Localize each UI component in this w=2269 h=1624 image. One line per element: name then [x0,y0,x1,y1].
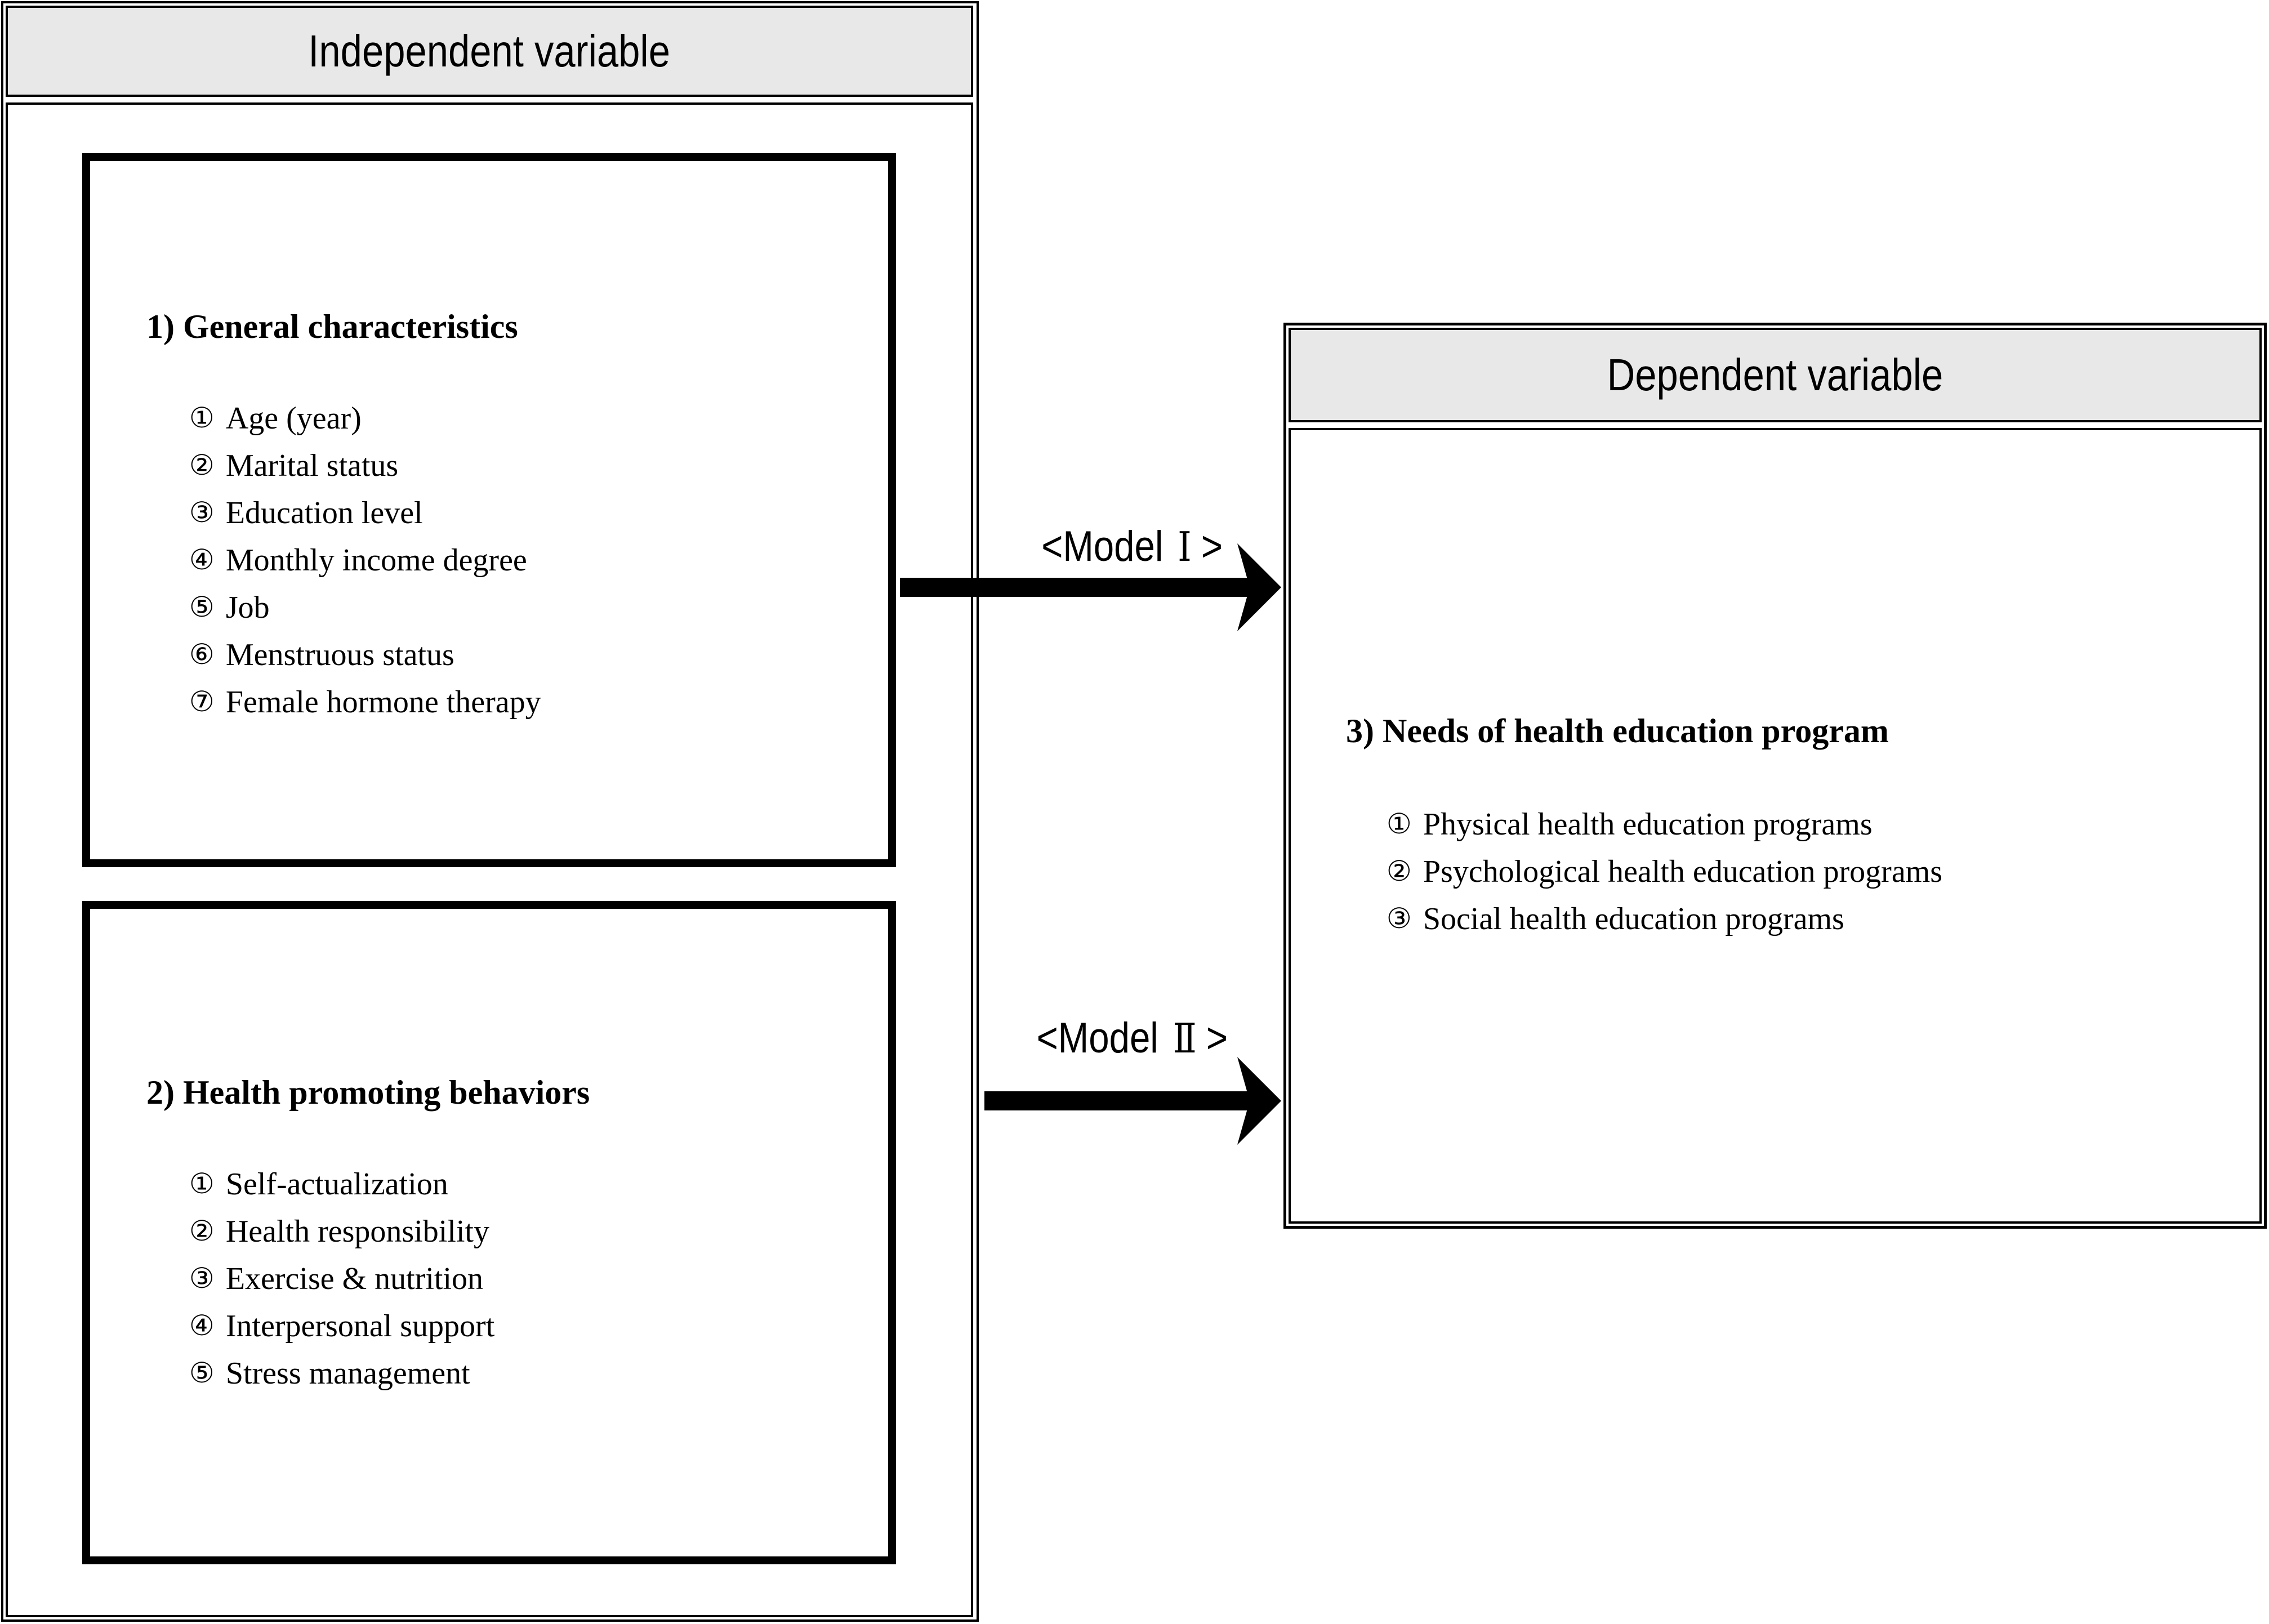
list-item [189,585,541,632]
list-item [189,1303,494,1350]
circled-number: ② [1387,855,1412,887]
circled-number: ② [189,449,215,481]
list-item [189,1161,494,1208]
item-label: Menstruous status [225,637,454,672]
general-characteristics-list [189,395,541,726]
item-label: Social health education programs [1423,902,1844,936]
model-1-label [974,515,1290,577]
circled-number: ③ [1387,902,1412,935]
list-item [189,443,541,490]
circled-number: ⑥ [189,638,215,671]
item-label: Stress management [225,1356,470,1391]
circled-number: ① [189,401,215,434]
roman-numeral-one: Ⅰ [1178,523,1192,570]
item-label: Monthly income degree [225,543,527,578]
arrow-shaft [984,1091,1250,1110]
arrow-shaft [900,578,1252,597]
item-label: Health responsibility [225,1214,489,1249]
model-2-label [974,1007,1290,1069]
list-item [189,679,541,726]
item-label: Age (year) [225,401,362,436]
item-label: Psychological health education programs [1423,854,1943,889]
health-behaviors-list [189,1161,494,1398]
circled-number: ② [189,1215,215,1247]
needs-list [1387,801,1942,943]
item-label: Self-actualization [225,1167,448,1202]
circled-number: ⑤ [189,591,215,623]
independent-header-label: Independent variable [308,26,671,76]
item-label: Education level [225,496,423,530]
model-1-label-text: <Model Ⅰ > [1041,522,1223,570]
list-item [189,632,541,679]
model-2-label-text: <Model Ⅱ > [1036,1014,1228,1062]
dependent-header-label: Dependent variable [1607,350,1943,400]
circled-number: ⑤ [189,1357,215,1389]
circled-number: ⑦ [189,685,215,718]
list-item [189,1350,494,1398]
circled-number: ① [189,1167,215,1200]
item-label: Job [225,590,270,625]
circled-number: ④ [189,1309,215,1342]
list-item [189,1208,494,1256]
general-characteristics-title: 1) General characteristics [146,308,518,345]
dependent-header [1289,328,2262,422]
item-label: Interpersonal support [225,1309,495,1344]
item-label: Physical health education programs [1423,807,1873,842]
needs-title: 3) Needs of health education program [1346,712,1889,749]
list-item [1387,896,1942,943]
list-item [1387,801,1942,849]
circled-number: ③ [189,1262,215,1295]
item-label: Marital status [225,448,399,483]
independent-header [6,6,973,97]
circled-number: ③ [189,496,215,529]
roman-numeral-two: Ⅱ [1173,1014,1197,1062]
item-label: Female hormone therapy [225,685,541,720]
list-item [1387,849,1942,896]
item-label: Exercise & nutrition [225,1261,484,1296]
list-item [189,490,541,537]
list-item [189,1256,494,1303]
circled-number: ④ [189,543,215,576]
health-behaviors-title: 2) Health promoting behaviors [146,1074,590,1111]
list-item [189,395,541,443]
list-item [189,537,541,585]
circled-number: ① [1387,807,1412,840]
